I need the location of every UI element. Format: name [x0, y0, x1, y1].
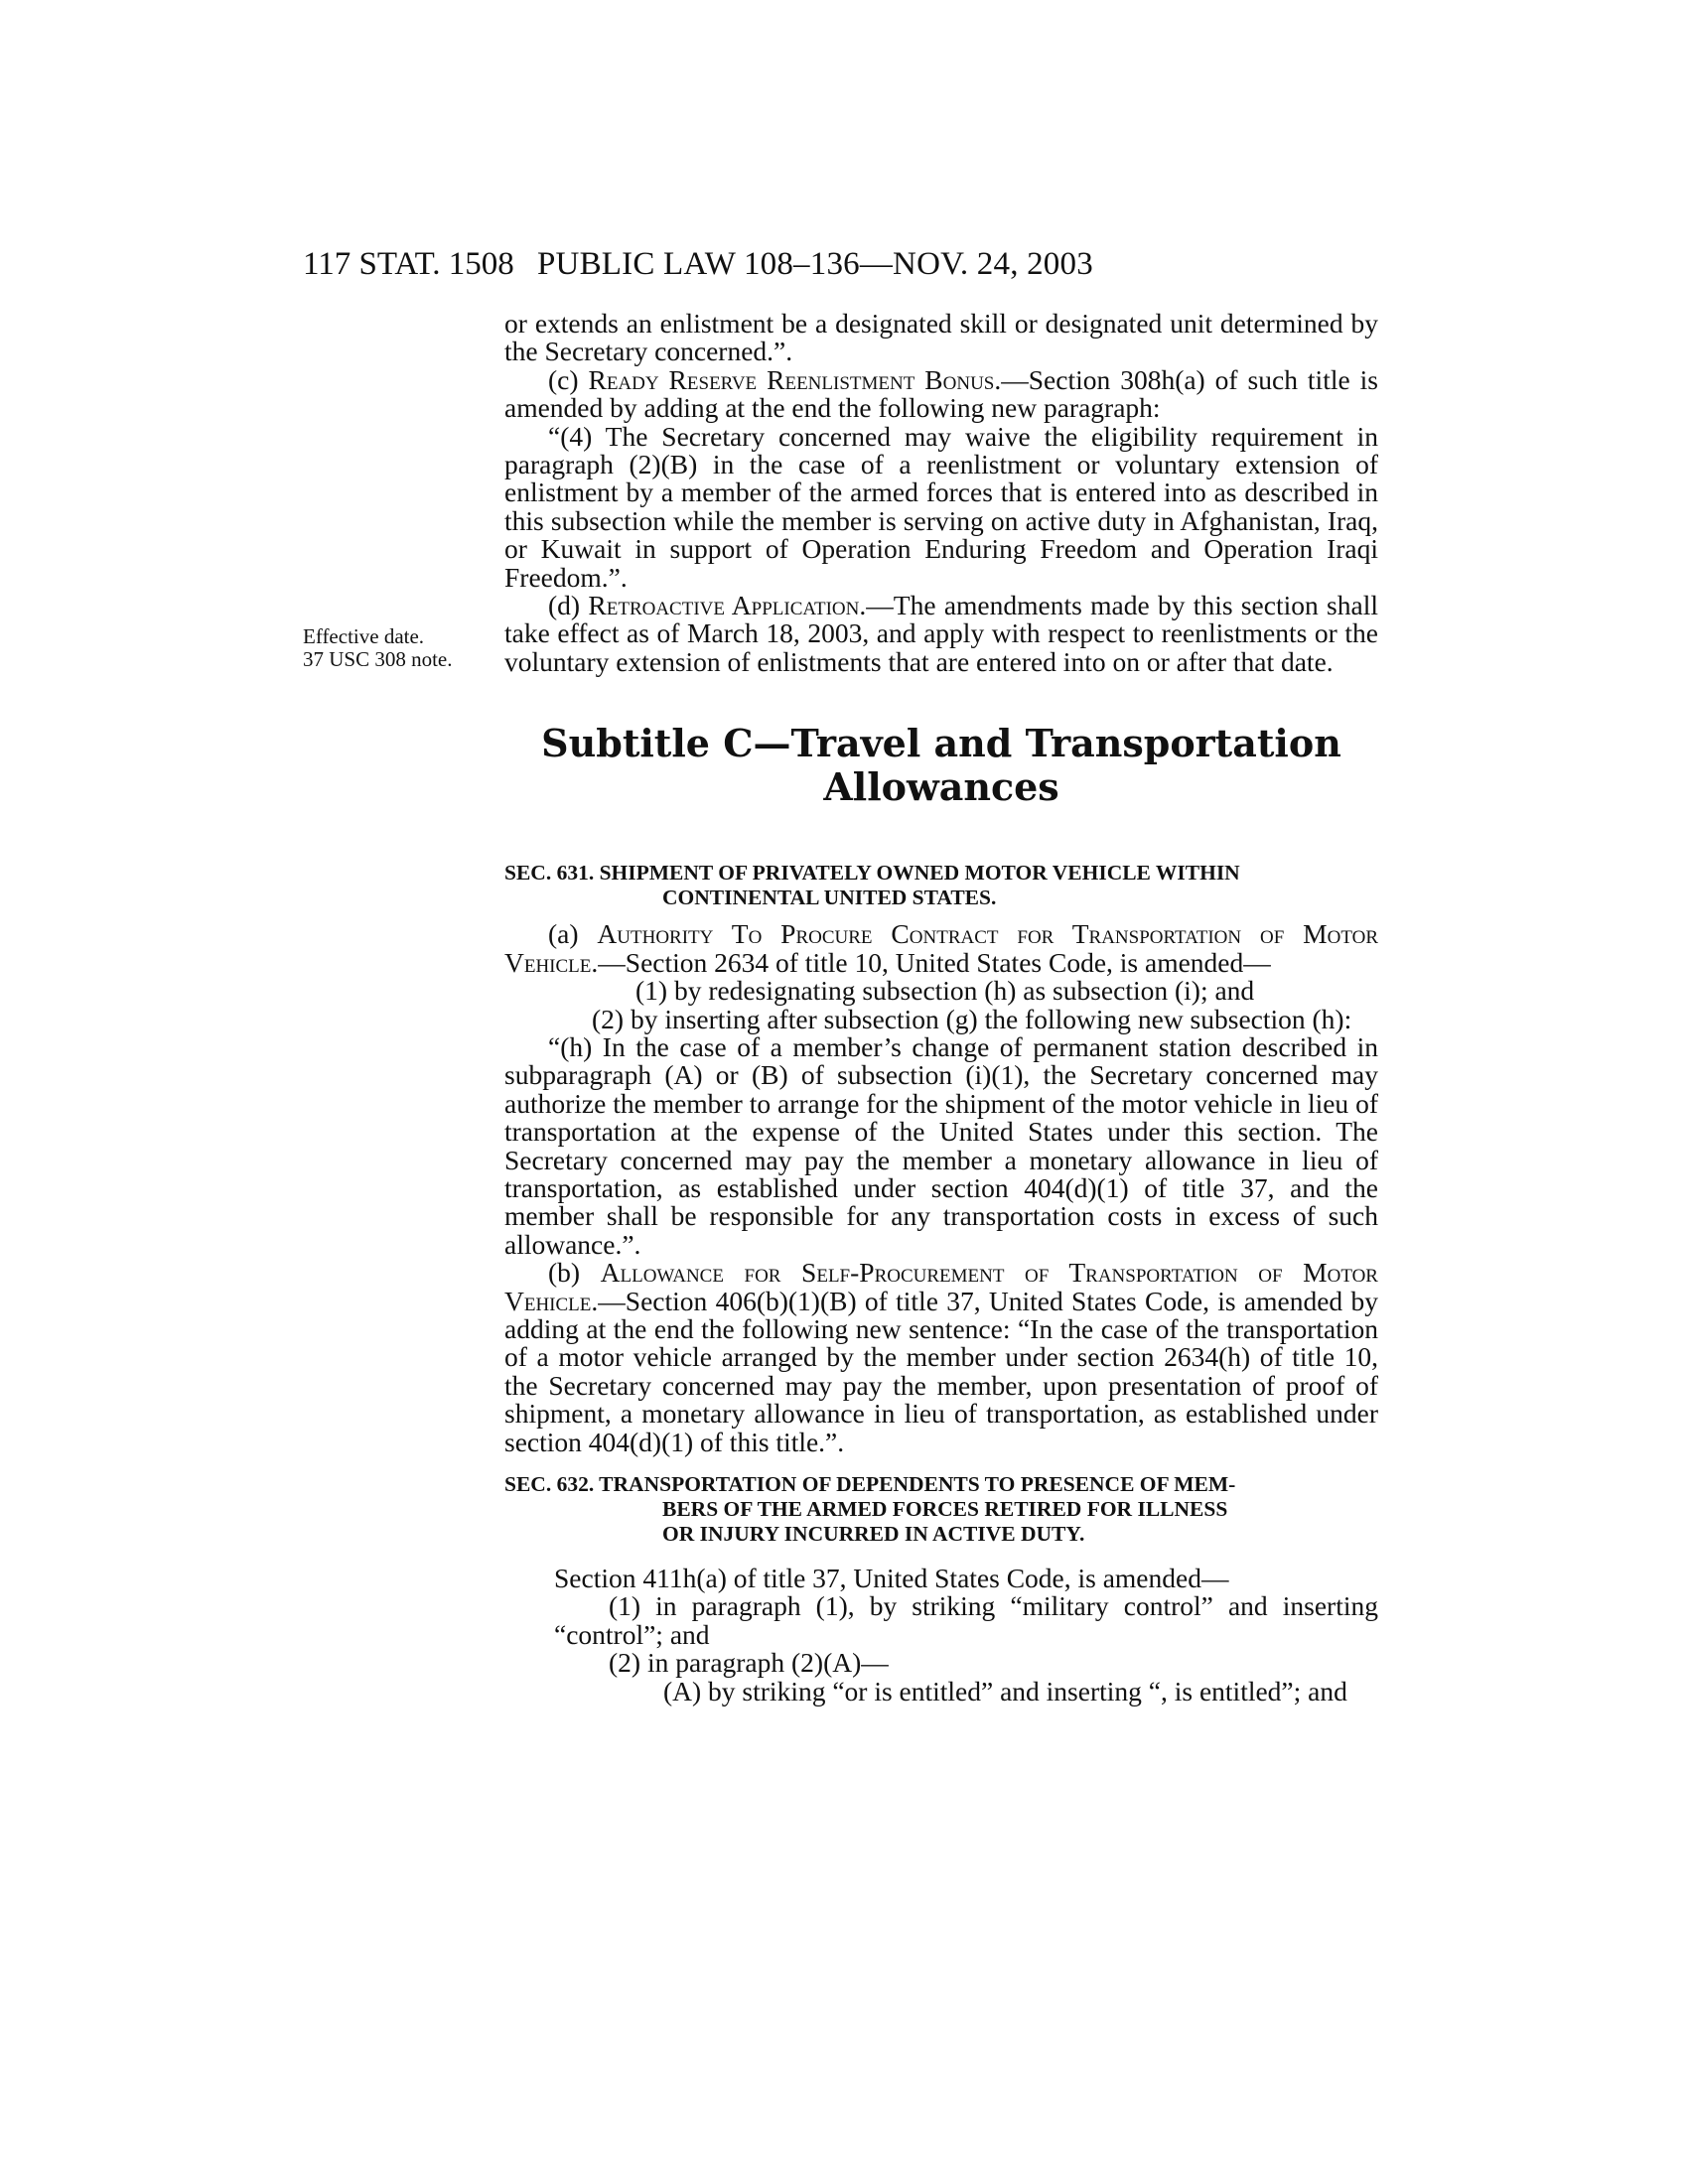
- running-head: PUBLIC LAW 108–136—NOV. 24, 2003: [537, 246, 1093, 282]
- section-632-item-2: (2) in paragraph (2)(A)—: [609, 1647, 889, 1679]
- spacer: [504, 1456, 1378, 1472]
- section-631-item-2: (2) by inserting after subsection (g) the following new subsection (h):: [592, 1003, 1352, 1034]
- section-heading-line: OR INJURY INCURRED IN ACTIVE DUTY.: [662, 1522, 1085, 1546]
- paragraph-heading: Retroactive Application.: [588, 590, 867, 621]
- page-number: 117 STAT. 1508: [303, 246, 514, 282]
- quoted-paragraph-4: “(4) The Secretary concerned may waive the eligibility requirement in paragraph (2)(B) in the case of a reenlistment or voluntary extension of enlistment by a member of the armed forces that is entered into as described in this subsection while the member is serving on active duty in Afghanistan, Iraq, or Kuwait in support of Operation Enduring Freedom and Operation Iraqi Freedom.”.: [504, 420, 1378, 593]
- paragraph-heading: Authority To Procure Contract for Transportation of Motor Vehicle.: [504, 918, 1378, 978]
- page-header: [303, 246, 1375, 290]
- subtitle-line-1: Subtitle C—Travel and Transportation: [541, 721, 1341, 766]
- paragraph-c-ready-reserve: [504, 363, 1378, 424]
- section-heading-line: CONTINENTAL UNITED STATES.: [662, 886, 997, 910]
- section-632-item-2A: (A) by striking “or is entitled” and inserting “, is entitled”; and: [663, 1675, 1347, 1706]
- margin-note-effective-date: Effective date.: [303, 624, 425, 648]
- document-body: [504, 310, 1378, 1706]
- section-631-heading: [504, 861, 1378, 910]
- paragraph-d-retroactive: [504, 592, 1378, 676]
- paragraph-label: (c): [548, 363, 589, 395]
- paragraph-text: —Section 406(b)(1)(B) of title 37, United States Code, is amended by adding at the end the following new sentence: “In the case of the transportation of a motor vehicle arranged by the member under section 2634(h) of title 10, the Secretary concerned may pay the member, upon presentation of proof of shipment, a monetary allowance in lieu of transportation, as established under section 404(d)(1) of this title.”.: [504, 1285, 1378, 1457]
- paragraph-label: (b): [548, 1257, 601, 1289]
- section-631-quoted-subsection-h: “(h) In the case of a member’s change of permanent station described in subparagraph (A) or (B) of subsection (i)(1), the Secretary concerned may authorize the member to arrange for the shipment of the motor vehicle in lieu of transportation at the expense of the United States under this section. The Secretary concerned may pay the member a monetary allowance in lieu of transportation, as established under section 404(d)(1) of title 37, and the member shall be responsible for any transportation costs in excess of such allowance.”.: [504, 1030, 1378, 1260]
- paragraph-label: (d): [548, 590, 589, 621]
- paragraph-heading: Ready Reserve Reenlistment Bonus.: [588, 363, 1002, 395]
- subtitle-heading: [504, 722, 1378, 809]
- paragraph-continuation: or extends an enlistment be a designated skill or designated unit determined by the Secretary concerned.”.: [504, 308, 1378, 367]
- section-632-heading: [504, 1472, 1378, 1547]
- paragraph-text: —Section 308h(a) of such title is amended by adding at the end the following new paragraph:: [504, 363, 1378, 424]
- section-631-subsection-b: [504, 1259, 1378, 1456]
- section-632-intro: Section 411h(a) of title 37, United States Code, is amended—: [554, 1563, 1229, 1593]
- section-631-subsection-a: [504, 920, 1378, 977]
- section-631-item-1: (1) by redesignating subsection (h) as subsection (i); and: [635, 975, 1255, 1007]
- paragraph-heading: Allowance for Self-Procurement of Transportation of Motor Vehicle.: [504, 1257, 1378, 1316]
- margin-note: [303, 625, 501, 671]
- paragraph-text: —The amendments made by this section shall take effect as of March 18, 2003, and apply with respect to reenlistments or the voluntary extension of enlistments that are entered into on or after that date.: [504, 590, 1378, 677]
- section-heading-line: SEC. 631. SHIPMENT OF PRIVATELY OWNED MOTOR VEHICLE WITHIN: [504, 861, 1240, 886]
- section-heading-line: SEC. 632. TRANSPORTATION OF DEPENDENTS TO PRESENCE OF MEM-: [504, 1472, 1236, 1496]
- margin-note-usc-citation: 37 USC 308 note.: [303, 647, 453, 671]
- paragraph-label: (a): [548, 918, 598, 950]
- section-632-item-1: (1) in paragraph (1), by striking “military control” and inserting “control”; and: [554, 1590, 1378, 1650]
- section-heading-line: BERS OF THE ARMED FORCES RETIRED FOR ILLNESS: [662, 1497, 1228, 1521]
- paragraph-text: —Section 2634 of title 10, United States Code, is amended—: [598, 946, 1271, 978]
- subtitle-line-2: Allowances: [823, 764, 1059, 810]
